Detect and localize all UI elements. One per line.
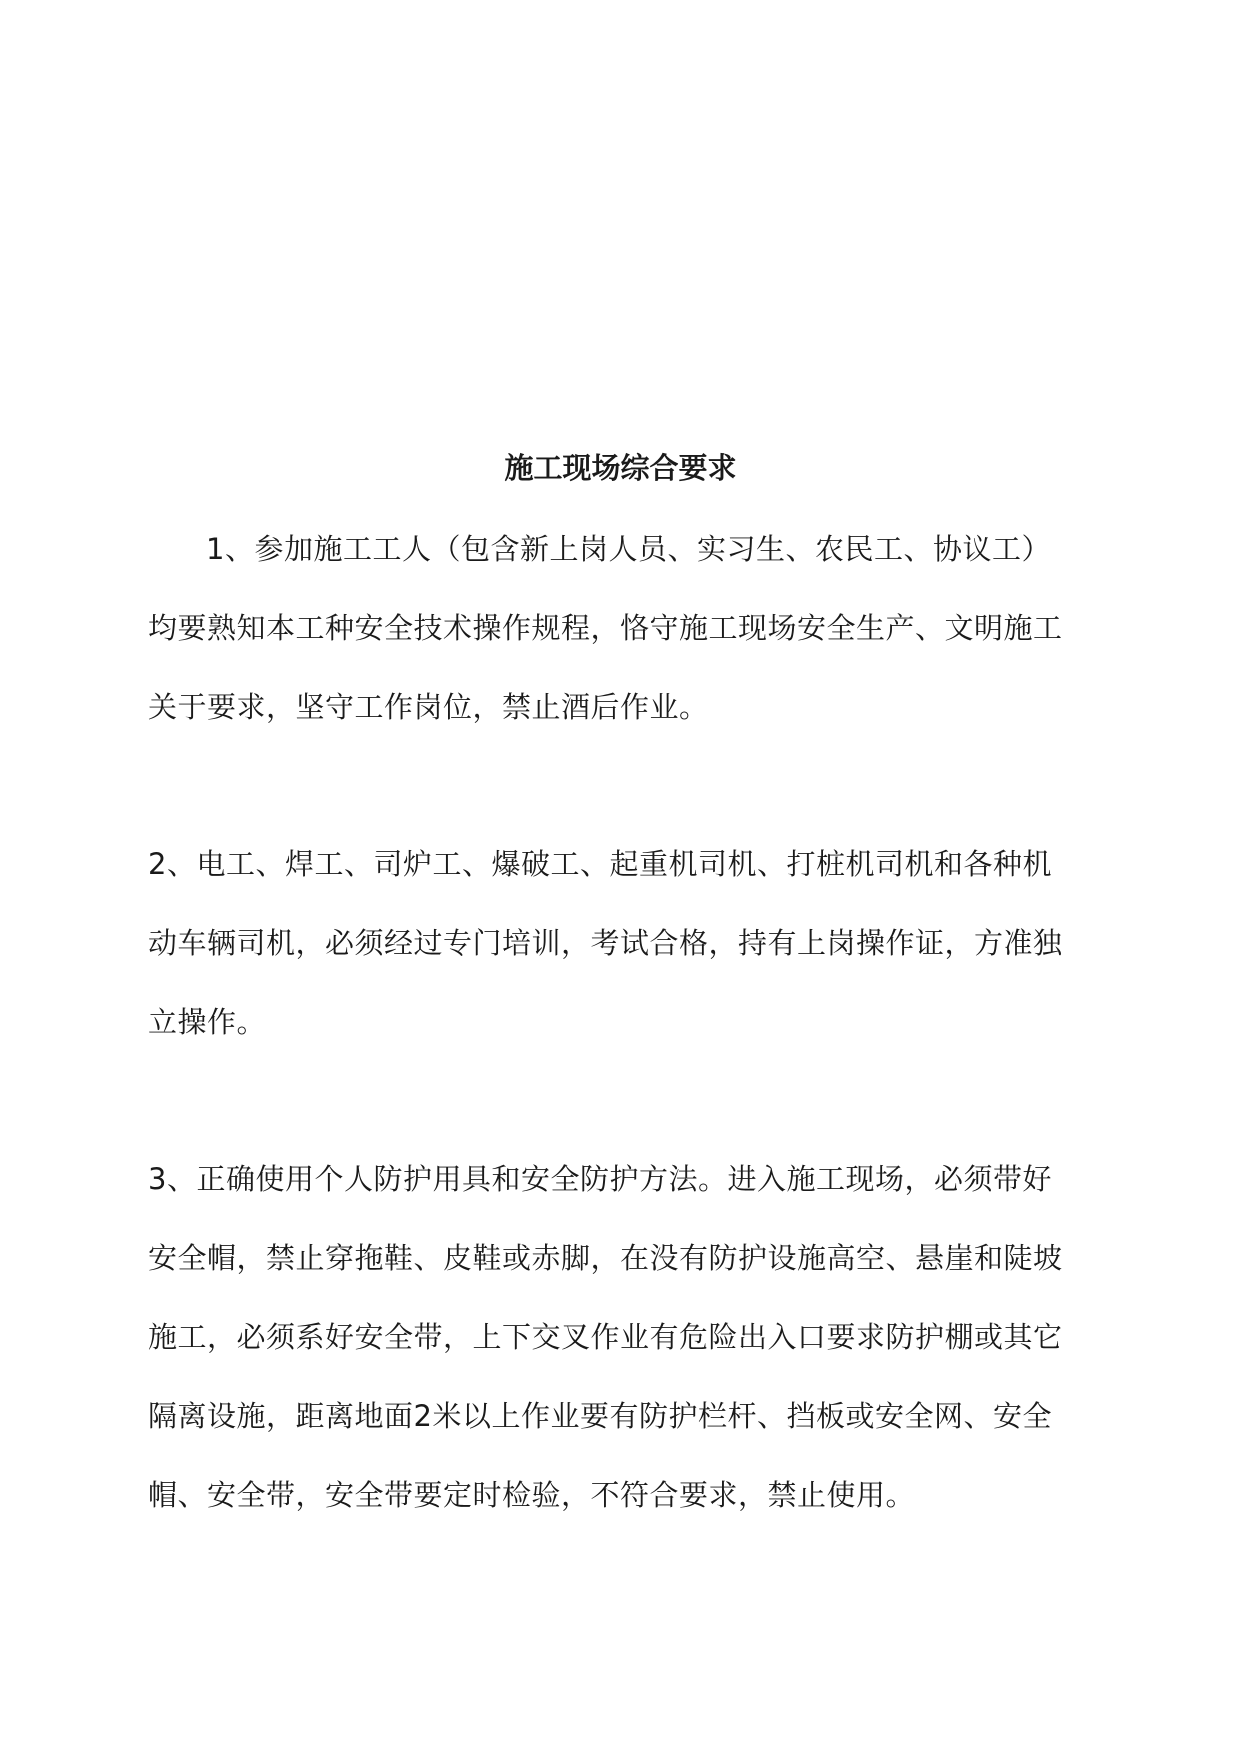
paragraph-line: 帽、安全带，安全带要定时检验，不符合要求，禁止使用。: [148, 1478, 916, 1512]
paragraph-2: [148, 825, 1093, 1062]
paragraph-line: 均要熟知本工种安全技术操作规程，恪守施工现场安全生产、文明施工: [148, 611, 1063, 645]
paragraph-line: 隔离设施，距离地面2米以上作业要有防护栏杆、挡板或安全网、安全: [148, 1399, 1052, 1433]
paragraph-line: 关于要求，坚守工作岗位，禁止酒后作业。: [148, 690, 709, 724]
paragraph-line: 施工，必须系好安全带，上下交叉作业有危险出入口要求防护棚或其它: [148, 1320, 1063, 1354]
paragraph-line: 2、电工、焊工、司炉工、爆破工、起重机司机、打桩机司机和各种机: [148, 847, 1052, 881]
paragraph-1: [148, 510, 1093, 747]
paragraph-3: [148, 1140, 1093, 1535]
paragraph-line: 动车辆司机，必须经过专门培训，考试合格，持有上岗操作证，方准独: [148, 926, 1063, 960]
document-title: 施工现场综合要求: [504, 451, 737, 485]
paragraph-line: 3、正确使用个人防护用具和安全防护方法。进入施工现场，必须带好: [148, 1162, 1052, 1196]
paragraph-line: 1、参加施工工人（包含新上岗人员、实习生、农民工、协议工）: [206, 532, 1051, 566]
paragraph-line: 安全帽，禁止穿拖鞋、皮鞋或赤脚，在没有防护设施高空、悬崖和陡坡: [148, 1241, 1063, 1275]
paragraph-line: 立操作。: [148, 1005, 267, 1039]
